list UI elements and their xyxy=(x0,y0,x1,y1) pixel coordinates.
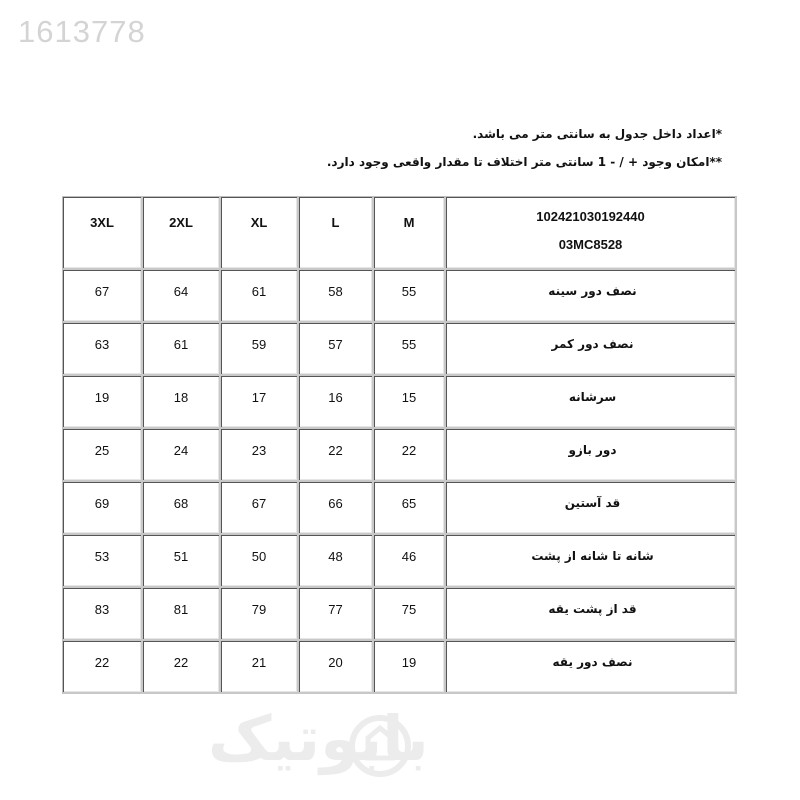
table-cell: 79 xyxy=(221,588,299,641)
row-label: شانه تا شانه از پشت xyxy=(446,535,737,588)
note-units: *اعداد داخل جدول به سانتی متر می باشد. xyxy=(472,127,722,141)
table-cell: 63 xyxy=(63,323,143,376)
table-row xyxy=(63,535,737,588)
table-cell: 66 xyxy=(299,482,374,535)
table-row xyxy=(63,429,737,482)
table-cell: 18 xyxy=(143,376,221,429)
table-cell: 83 xyxy=(63,588,143,641)
table-cell: 75 xyxy=(374,588,446,641)
table-cell: 19 xyxy=(374,641,446,694)
table-cell: 68 xyxy=(143,482,221,535)
product-code-2: 03MC8528 xyxy=(558,237,623,252)
product-code-1: 102421030192440 xyxy=(536,209,645,224)
size-header: M xyxy=(374,197,446,270)
table-cell: 20 xyxy=(299,641,374,694)
table-cell: 61 xyxy=(221,270,299,323)
table-cell: 61 xyxy=(143,323,221,376)
table-cell: 22 xyxy=(374,429,446,482)
table-cell: 77 xyxy=(299,588,374,641)
size-header: 3XL xyxy=(63,197,143,270)
table-cell: 51 xyxy=(143,535,221,588)
table-cell: 16 xyxy=(299,376,374,429)
table-cell: 53 xyxy=(63,535,143,588)
table-cell: 17 xyxy=(221,376,299,429)
table-cell: 69 xyxy=(63,482,143,535)
table-cell: 58 xyxy=(299,270,374,323)
table-header-row xyxy=(63,197,737,270)
table-cell: 55 xyxy=(374,270,446,323)
table-cell: 67 xyxy=(221,482,299,535)
row-label: سرشانه xyxy=(446,376,737,429)
brand-logo-text: بابوتیک xyxy=(208,702,429,775)
table-cell: 15 xyxy=(374,376,446,429)
note-tolerance: **امکان وجود + / - 1 سانتی متر اختلاف تا مقدار واقعی وجود دارد. xyxy=(326,155,722,169)
product-code-cell xyxy=(446,197,737,270)
table-cell: 23 xyxy=(221,429,299,482)
table-cell: 55 xyxy=(374,323,446,376)
row-label: قد آستین xyxy=(446,482,737,535)
table-row xyxy=(63,482,737,535)
table-cell: 50 xyxy=(221,535,299,588)
row-label: نصف دور سینه xyxy=(446,270,737,323)
size-header: XL xyxy=(221,197,299,270)
table-cell: 65 xyxy=(374,482,446,535)
table-row xyxy=(63,588,737,641)
table-row xyxy=(63,323,737,376)
product-id-watermark: 1613778 xyxy=(18,14,146,49)
table-cell: 22 xyxy=(143,641,221,694)
table-cell: 57 xyxy=(299,323,374,376)
row-label: نصف دور یقه xyxy=(446,641,737,694)
table-cell: 22 xyxy=(63,641,143,694)
row-label: نصف دور کمر xyxy=(446,323,737,376)
row-label: دور بازو xyxy=(446,429,737,482)
table-cell: 48 xyxy=(299,535,374,588)
table-row xyxy=(63,641,737,694)
table-cell: 81 xyxy=(143,588,221,641)
size-table xyxy=(62,196,737,694)
size-notes xyxy=(122,120,722,176)
table-cell: 67 xyxy=(63,270,143,323)
table-cell: 59 xyxy=(221,323,299,376)
table-cell: 19 xyxy=(63,376,143,429)
table-cell: 25 xyxy=(63,429,143,482)
table-cell: 22 xyxy=(299,429,374,482)
table-cell: 24 xyxy=(143,429,221,482)
table-cell: 46 xyxy=(374,535,446,588)
table-cell: 64 xyxy=(143,270,221,323)
table-row xyxy=(63,376,737,429)
table-cell: 21 xyxy=(221,641,299,694)
size-header: L xyxy=(299,197,374,270)
table-row xyxy=(63,270,737,323)
size-header: 2XL xyxy=(143,197,221,270)
row-label: قد از پشت یقه xyxy=(446,588,737,641)
